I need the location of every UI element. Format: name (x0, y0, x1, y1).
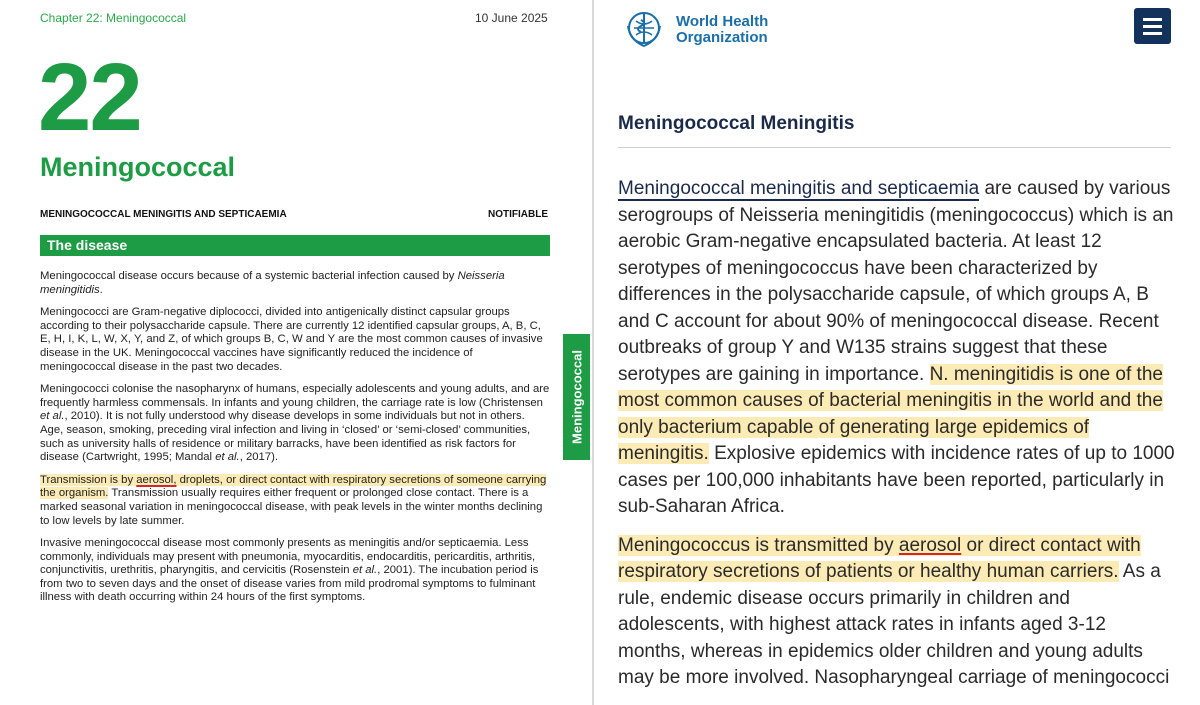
section-subheading: MENINGOCOCCAL MENINGITIS AND SEPTICAEMIA (40, 209, 287, 220)
text: are caused by various serogroups of Neisseria meningitidis (meningococcus) which is an aerobic Gram-negative encapsulated bacteria. At least 12 serotypes of meningococcus have been characterized by differences in the polysaccharide capsule, of which groups A, B and C account for about 90% of meningococcal disease. Recent outbreaks of group Y and W135 strains suggest that these serotypes are gaining in importance. (618, 178, 1174, 385)
text: , 2017). (239, 451, 279, 464)
hamburger-icon-bar (1143, 32, 1162, 35)
left-document-page (0, 0, 590, 705)
hamburger-icon-bar (1143, 18, 1162, 21)
text: Explosive epidemics with incidence rates of up to 1000 cases per 100,000 inhabitants have been reported, particularly in sub-Saharan Africa. (618, 443, 1175, 517)
text: Transmission usually requires either frequent or prolonged close contact. There is a marked seasonal variation in meningococcal disease, with peak levels in the winter months declining to low levels by late summer. (40, 487, 543, 527)
text: Meningococcus is transmitted by (618, 534, 899, 556)
italic-text: et al. (215, 451, 240, 464)
who-logo-icon (622, 8, 666, 52)
text: Meningococci colonise the nasopharynx of humans, especially adolescents and young adults, and are frequently harmless commensals. In infants and young children, the carriage rate is low (Christensen (40, 383, 550, 409)
text: Meningococcal disease occurs because of a systemic bacterial infection caused by (40, 270, 458, 282)
text: droplets, or direct contact with respiratory secretions of someone carrying the organism. (40, 473, 547, 500)
logo-line: Organization (676, 29, 768, 46)
text: or direct contact with respiratory secretions of patients or healthy human carriers. (618, 534, 1141, 582)
underlined-aerosol: aerosol (898, 534, 962, 556)
chapter-number: 22 (38, 44, 141, 151)
right-webpage (596, 0, 1200, 705)
hamburger-icon-bar (1143, 25, 1162, 28)
paragraph (40, 383, 550, 465)
italic-text: et al. (40, 410, 65, 423)
text: , 2001). The incubation period is from two to seven days and the onset of disease varies from mild prodromal symptoms to fulminant illness with death occurring within 24 hours of the first symptoms. (40, 564, 539, 604)
right-body-text (618, 176, 1178, 704)
paragraph (40, 270, 550, 297)
page-divider (592, 0, 594, 705)
menu-button[interactable] (1134, 8, 1171, 44)
text: , 2010). It is not fully understood why disease develops in some individuals but not in others. Age, season, smoking, preceding viral infection and living in ‘closed’ or ‘semi-closed’ communities, such as university halls of residence or military barracks, have been identified as risk factors for disease (Cartwright, 1995; Mandal (40, 410, 531, 464)
paragraph (40, 474, 550, 528)
text: Invasive meningococcal disease most commonly presents as meningitis and/or septicaemia. Less commonly, individuals may present with pneumonia, myocarditis, endocarditis, pericarditis, arthritis, conjunctivitis, urethritis, pharyngitis, and cervicitis (Rosenstein (40, 537, 536, 577)
highlighted-text (618, 535, 1141, 583)
publication-date: 10 June 2025 (475, 11, 548, 25)
chapter-label: Chapter 22: Meningococcal (40, 11, 187, 25)
chapter-title: Meningococcal (40, 152, 236, 182)
highlighted-text: N. meningitidis is one of the most common causes of bacterial meningitis in the world and the only bacterium capable of generating large epidemics of meningitis. (618, 363, 1163, 464)
logo-line: World Health (676, 13, 769, 30)
meningitis-link[interactable]: Meningococcal meningitis and septicaemia (618, 178, 980, 199)
side-tab-label: Meningococcal (569, 350, 584, 444)
who-logo-text (676, 14, 768, 46)
paragraph (618, 533, 1178, 692)
italic-text: et al. (352, 564, 378, 577)
side-tab (563, 334, 590, 460)
text: . (99, 283, 103, 296)
page-title: Meningococcal Meningitis (618, 113, 855, 134)
paragraph (618, 176, 1178, 521)
notifiable-label: NOTIFIABLE (488, 209, 548, 220)
underlined-aerosol: aerosol, (136, 473, 177, 486)
disease-heading: The disease (40, 235, 550, 256)
text: As a rule, endemic disease occurs primarily in children and adolescents, with highest attack rates in infants aged 3-12 months, whereas in epidemics older children and young adults may be more involved. Nasopharyngeal carriage of meningococci (618, 561, 1170, 688)
left-body-text (40, 270, 550, 614)
italic-text: Neisseria meningitidis (40, 270, 505, 296)
paragraph (40, 537, 550, 605)
paragraph: Meningococci are Gram-negative diplococci, divided into antigenically distinct capsular groups according to their polysaccharide capsule. There are currently 12 identified capsular groups, A, B, C, E, H, I, K, L, W, X, Y, and Z, of which groups B, C, W and Y are the most common causes of invasive disease in the UK. Meningococcal vaccines have significantly reduced the incidence of meningococcal disease in the past two decades. (40, 306, 543, 373)
title-divider (618, 147, 1171, 148)
text: Transmission is by (40, 473, 137, 486)
